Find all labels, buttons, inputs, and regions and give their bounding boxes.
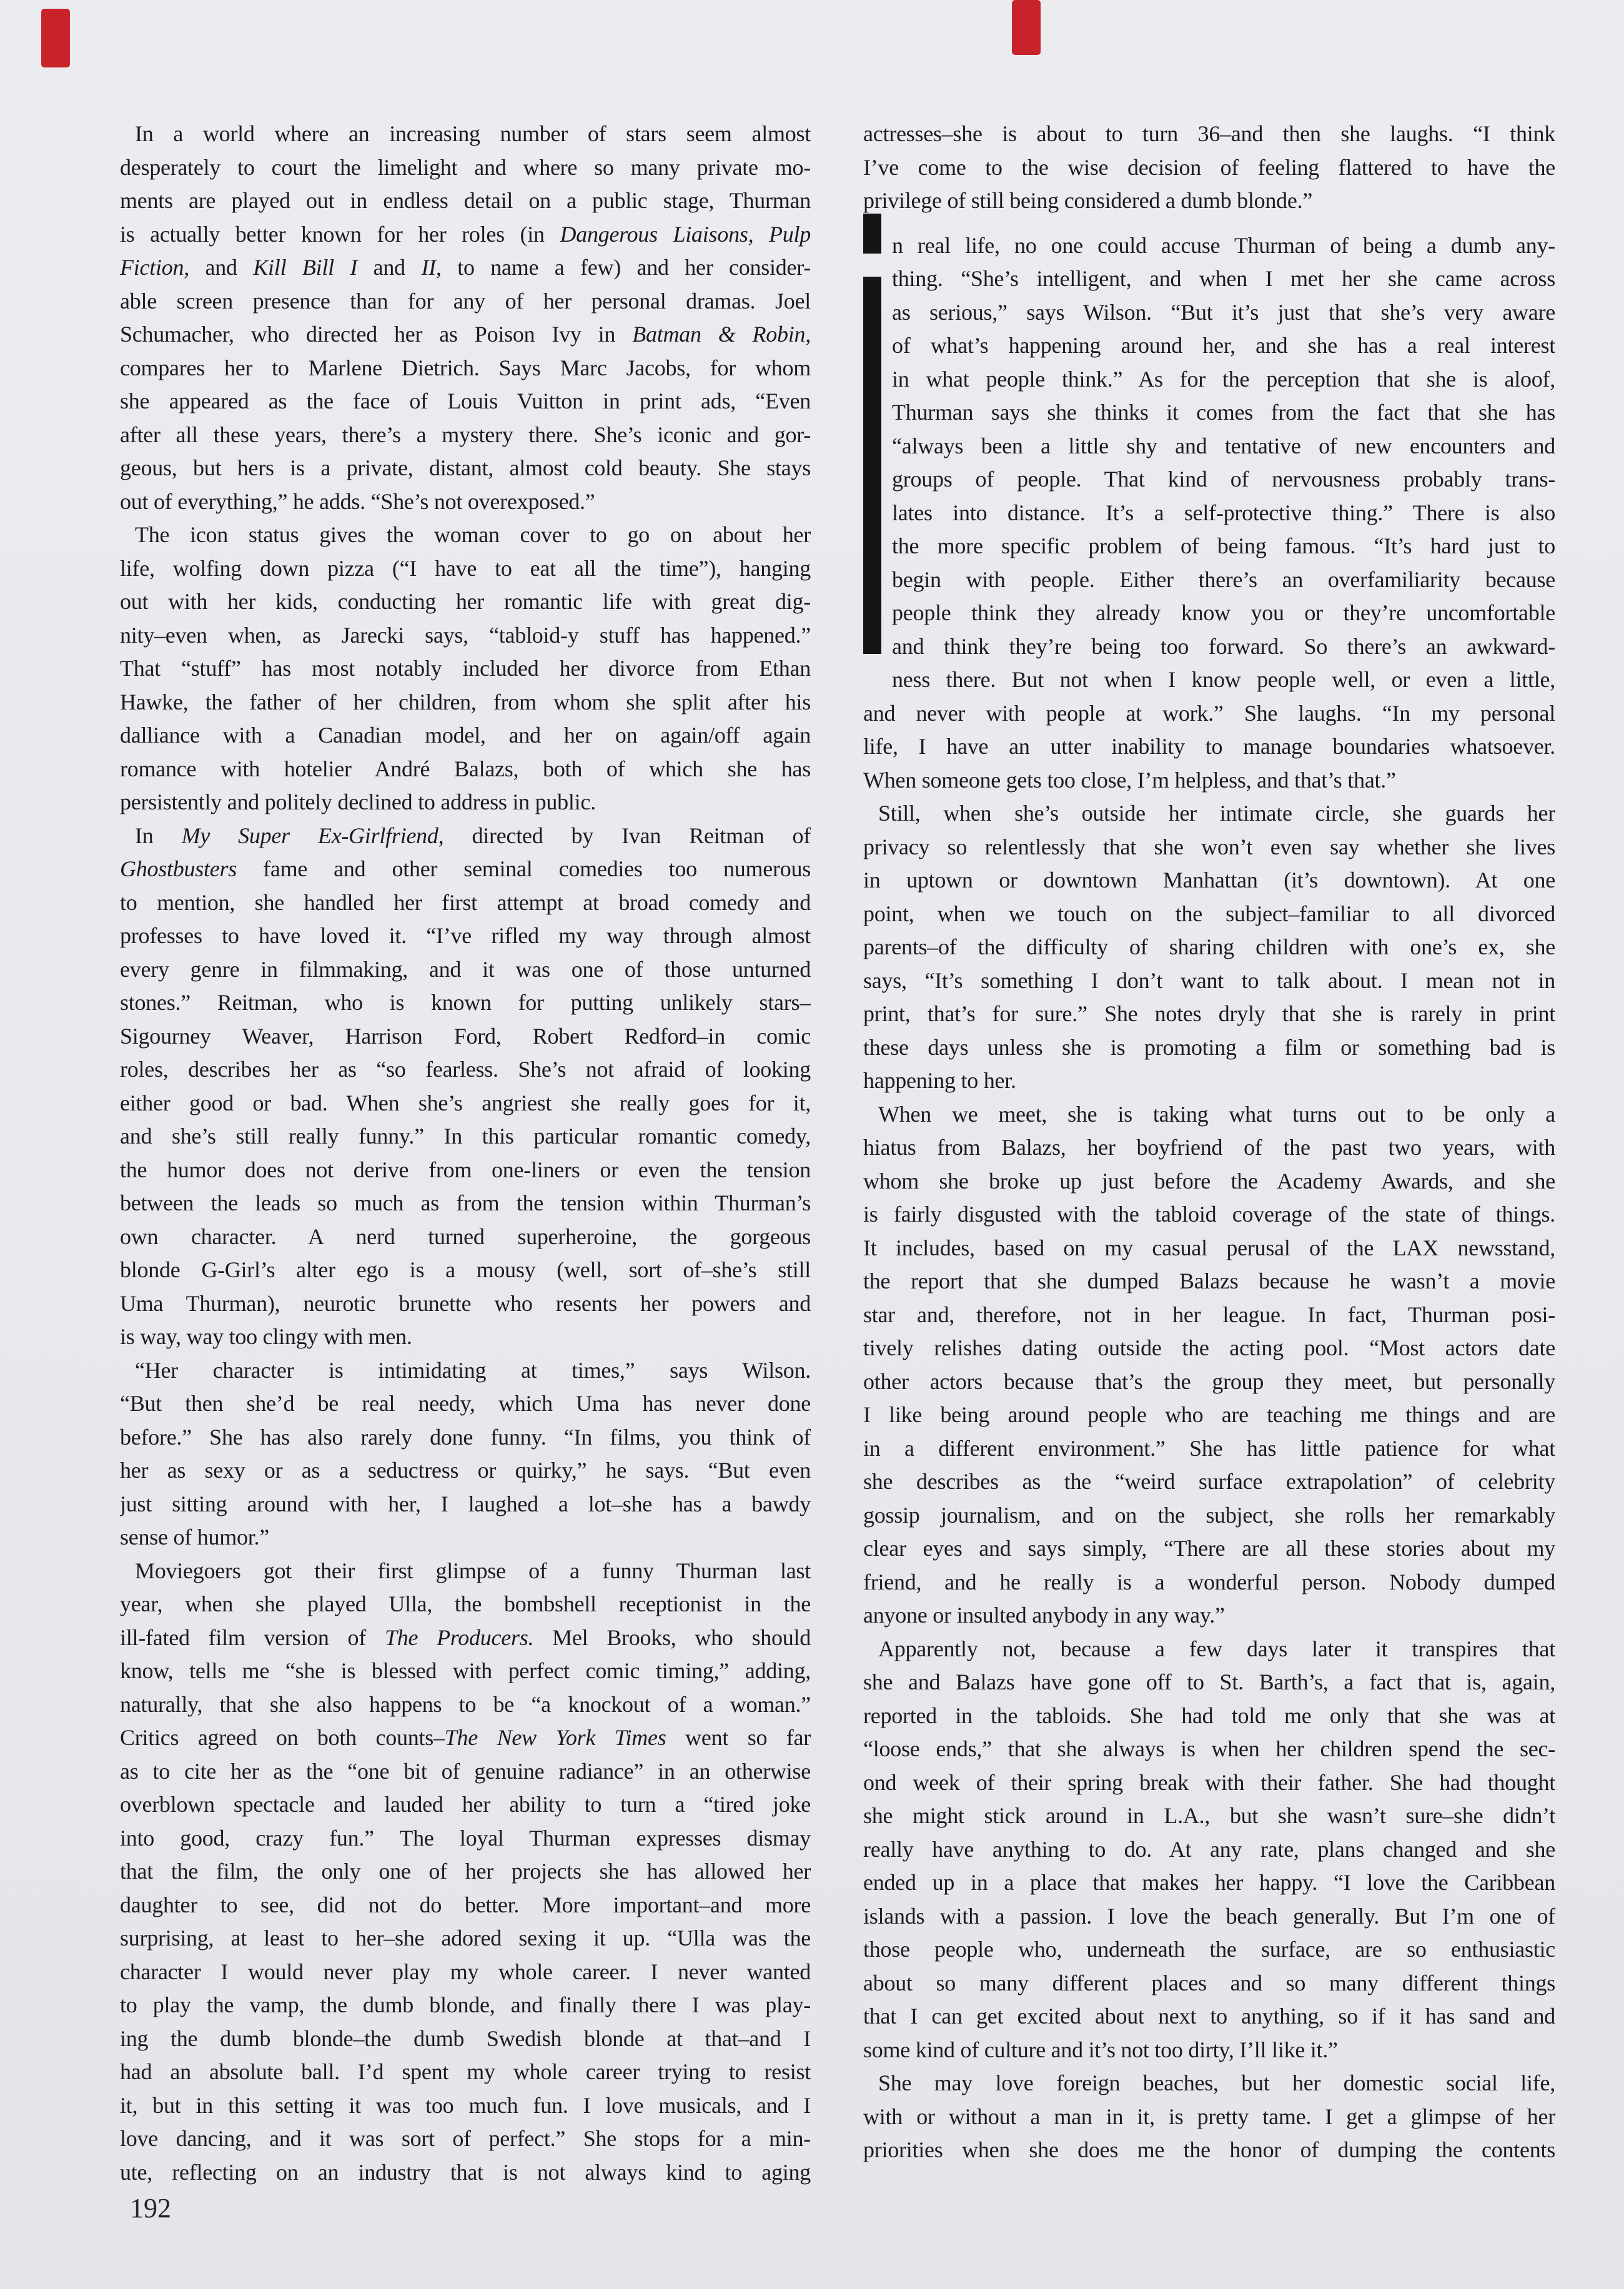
text-line: romance with hotelier André Balazs, both of which she has bbox=[120, 756, 811, 781]
text-line: I like being around people who are teaching me things and are bbox=[863, 1402, 1555, 1427]
text-line: It includes, based on my casual perusal of the LAX newsstand, bbox=[863, 1235, 1555, 1260]
text-line: Thurman says she thinks it comes from the fact that she has bbox=[892, 400, 1555, 425]
text-line: privacy so relentlessly that she won’t even say whether she lives bbox=[863, 834, 1555, 859]
text-line: Schumacher, who directed her as Poison Ivy in Batman & Robin, bbox=[120, 322, 811, 347]
article-column-left bbox=[120, 117, 811, 2189]
text-line: in uptown or downtown Manhattan (it’s downtown). At one bbox=[863, 868, 1555, 892]
text-line: Moviegoers got their first glimpse of a funny Thurman last bbox=[135, 1558, 811, 1583]
text-line: she describes as the “weird surface extrapolation” of celebrity bbox=[863, 1469, 1555, 1494]
text-line: some kind of culture and it’s not too dirty, I’ll like it.” bbox=[863, 2037, 1338, 2062]
text-line: really have anything to do. At any rate, plans changed and she bbox=[863, 1836, 1555, 1862]
paragraph bbox=[120, 117, 811, 518]
text-line: reported in the tabloids. She had told me only that she was at bbox=[863, 1703, 1555, 1728]
text-line: nity–even when, as Jarecki says, “tabloid-y stuff has happened.” bbox=[120, 622, 811, 648]
text-line: naturally, that she also happens to be “a knockout of a woman.” bbox=[120, 1691, 811, 1717]
text-line: as to cite her as the “one bit of genuine radiance” in an otherwise bbox=[120, 1758, 811, 1784]
text-line: parents–of the difficulty of sharing children with one’s ex, she bbox=[863, 934, 1555, 959]
text-line: either good or bad. When she’s angriest she really goes for it, bbox=[120, 1090, 811, 1115]
text-line: “But then she’d be real needy, which Uma has never done bbox=[120, 1391, 811, 1416]
text-line: thing. “She’s intelligent, and when I met her she came across bbox=[892, 266, 1555, 291]
text-line: life, wolfing down pizza (“I have to eat all the time”), hanging bbox=[120, 555, 811, 581]
paragraph bbox=[120, 1555, 811, 2190]
text-line: geous, but hers is a private, distant, almost cold beauty. She stays bbox=[120, 455, 811, 480]
paragraph bbox=[863, 1098, 1555, 1633]
text-line: as serious,” says Wilson. “But it’s just that she’s very aware bbox=[892, 299, 1555, 325]
text-line: it, but in this setting it was too much fun. I love musicals, and I bbox=[120, 2092, 811, 2118]
text-line: out with her kids, conducting her romantic life with great dig- bbox=[120, 589, 811, 614]
text-line: out of everything,” he adds. “She’s not overexposed.” bbox=[120, 488, 595, 514]
text-line: When someone gets too close, I’m helpless, and that’s that.” bbox=[863, 767, 1396, 793]
paragraph bbox=[863, 797, 1555, 1098]
text-line: privilege of still being considered a dumb blonde.” bbox=[863, 188, 1313, 213]
text-line: ended up in a place that makes her happy. “I love the Caribbean bbox=[863, 1870, 1555, 1895]
text-line: The icon status gives the woman cover to go on about her bbox=[135, 522, 811, 547]
text-line: Apparently not, because a few days later it transpires that bbox=[878, 1636, 1555, 1661]
text-line: sense of humor.” bbox=[120, 1525, 269, 1550]
text-line: about so many different places and so many different things bbox=[863, 1970, 1555, 1995]
text-line: ments are played out in endless detail on a public stage, Thurman bbox=[120, 188, 811, 213]
text-line: able screen presence than for any of her personal dramas. Joel bbox=[120, 288, 811, 314]
text-line: and never with people at work.” She laughs. “In my personal bbox=[863, 700, 1555, 726]
text-line: and think they’re being too forward. So there’s an awkward- bbox=[892, 633, 1555, 659]
paragraph bbox=[863, 117, 1555, 218]
text-line: these days unless she is promoting a film or something bad is bbox=[863, 1034, 1555, 1060]
paragraph bbox=[120, 819, 811, 1354]
text-line: with or without a man in it, is pretty tame. I get a glimpse of her bbox=[863, 2104, 1555, 2129]
text-line: people think they already know you or they’re uncomfortable bbox=[892, 600, 1555, 625]
text-line: friend, and he really is a wonderful person. Nobody dumped bbox=[863, 1569, 1555, 1594]
text-line: the humor does not derive from one-liners or even the tension bbox=[120, 1157, 811, 1182]
text-line: point, when we touch on the subject–familiar to all divorced bbox=[863, 901, 1555, 926]
paragraph bbox=[863, 2067, 1555, 2167]
text-line: daughter to see, did not do better. More important–and more bbox=[120, 1892, 811, 1917]
article-column-right bbox=[863, 117, 1555, 2167]
text-line: persistently and politely declined to address in public. bbox=[120, 789, 596, 814]
red-registration-mark-left bbox=[41, 9, 70, 67]
text-line: blonde G-Girl’s alter ego is a mousy (well, sort of–she’s still bbox=[120, 1257, 811, 1282]
text-line: that the film, the only one of her projects she has allowed her bbox=[120, 1859, 811, 1884]
text-line: groups of people. That kind of nervousness probably trans- bbox=[892, 467, 1555, 492]
text-line: dalliance with a Canadian model, and her on again/off again bbox=[120, 723, 811, 748]
text-line: is fairly disgusted with the tabloid coverage of the state of things. bbox=[863, 1202, 1555, 1227]
text-line: compares her to Marlene Dietrich. Says Marc Jacobs, for whom bbox=[120, 355, 811, 380]
text-line: hiatus from Balazs, her boyfriend of the past two years, with bbox=[863, 1135, 1555, 1160]
text-line: star and, therefore, not in her league. In fact, Thurman posi- bbox=[863, 1302, 1555, 1327]
text-line: says, “It’s something I don’t want to talk about. I mean not in bbox=[863, 967, 1555, 993]
red-registration-mark-right bbox=[1012, 0, 1041, 55]
text-line: to mention, she handled her first attempt at broad comedy and bbox=[120, 889, 811, 915]
text-line: to play the vamp, the dumb blonde, and finally there I was play- bbox=[120, 1992, 811, 2017]
text-line: in a different environment.” She has little patience for what bbox=[863, 1435, 1555, 1461]
text-line: in what people think.” As for the perception that she is aloof, bbox=[892, 366, 1555, 392]
text-line: she appeared as the face of Louis Vuitton in print ads, “Even bbox=[120, 388, 811, 413]
text-line: the report that she dumped Balazs because he wasn’t a movie bbox=[863, 1268, 1555, 1293]
text-line: Uma Thurman), neurotic brunette who resents her powers and bbox=[120, 1290, 811, 1316]
text-line: surprising, at least to her–she adored sexing it up. “Ulla was the bbox=[120, 1926, 811, 1950]
text-line: her as sexy or as a seductress or quirky,” he says. “But even bbox=[120, 1458, 811, 1483]
text-line: is way, way too clingy with men. bbox=[120, 1324, 412, 1349]
text-line: ill-fated film version of The Producers. Mel Brooks, who should bbox=[120, 1624, 811, 1650]
text-line: Still, when she’s outside her intimate circle, she guards her bbox=[878, 801, 1555, 826]
text-line: love dancing, and it was sort of perfect.” She stops for a min- bbox=[120, 2126, 811, 2151]
paragraph bbox=[863, 229, 1555, 798]
text-line: happening to her. bbox=[863, 1068, 1016, 1093]
text-line: That “stuff” has most notably included her divorce from Ethan bbox=[120, 656, 811, 681]
text-line: “Her character is intimidating at times,” says Wilson. bbox=[135, 1357, 811, 1383]
text-line: own character. A nerd turned superheroine, the gorgeous bbox=[120, 1224, 811, 1249]
text-line: had an absolute ball. I’d spent my whole career trying to resist bbox=[120, 2059, 811, 2084]
text-line: Fiction, and Kill Bill I and II, to name a few) and her consider- bbox=[120, 255, 811, 280]
text-line: those people who, underneath the surface, are so enthusiastic bbox=[863, 1937, 1555, 1962]
paragraph bbox=[120, 1354, 811, 1555]
text-line: print, that’s for sure.” She notes dryly that she is rarely in print bbox=[863, 1001, 1555, 1026]
text-line: I’ve come to the wise decision of feeling flattered to have the bbox=[863, 154, 1555, 180]
text-line: She may love foreign beaches, but her domestic social life, bbox=[878, 2070, 1555, 2095]
text-line: gossip journalism, and on the subject, she rolls her remarkably bbox=[863, 1502, 1555, 1528]
page-number: 192 bbox=[130, 2193, 171, 2223]
paragraph bbox=[863, 1633, 1555, 2067]
text-line: the more specific problem of being famous. “It’s hard just to bbox=[892, 533, 1555, 558]
text-line: When we meet, she is taking what turns out to be only a bbox=[878, 1101, 1555, 1127]
text-line: lates into distance. It’s a self-protective thing.” There is also bbox=[892, 500, 1555, 525]
text-line: professes to have loved it. “I’ve rifled my way through almost bbox=[120, 923, 811, 948]
text-line: ond week of their spring break with their father. She had thought bbox=[863, 1769, 1555, 1795]
text-line: begin with people. Either there’s an overfamiliarity because bbox=[892, 566, 1555, 592]
text-line: whom she broke up just before the Academy Awards, and she bbox=[863, 1168, 1555, 1194]
text-line: that I can get excited about next to anything, so if it has sand and bbox=[863, 2004, 1555, 2029]
text-line: “always been a little shy and tentative of new encounters and bbox=[892, 433, 1555, 458]
text-line: character I would never play my whole career. I never wanted bbox=[120, 1959, 811, 1984]
paragraph bbox=[120, 518, 811, 819]
text-line: n real life, no one could accuse Thurman of being a dumb any- bbox=[892, 232, 1555, 258]
text-line: stones.” Reitman, who is known for putting unlikely stars– bbox=[120, 990, 811, 1015]
text-line: roles, describes her as “so fearless. She’s not afraid of looking bbox=[120, 1057, 811, 1082]
text-line: overblown spectacle and lauded her ability to turn a “tired joke bbox=[120, 1792, 811, 1817]
text-line: ute, reflecting on an industry that is not always kind to aging bbox=[120, 2159, 811, 2185]
text-line: she might stick around in L.A., but she wasn’t sure–she didn’t bbox=[863, 1803, 1555, 1828]
text-line: actresses–she is about to turn 36–and then she laughs. “I think bbox=[863, 121, 1555, 146]
text-line: other actors because that’s the group they meet, but personally bbox=[863, 1368, 1555, 1394]
text-line: islands with a passion. I love the beach generally. But I’m one of bbox=[863, 1903, 1555, 1929]
text-line: anyone or insulted anybody in any way.” bbox=[863, 1603, 1225, 1628]
text-line: priorities when she does me the honor of dumping the contents bbox=[863, 2137, 1555, 2162]
text-line: life, I have an utter inability to manage boundaries whatsoever. bbox=[863, 734, 1555, 759]
text-line: into good, crazy fun.” The loyal Thurman expresses dismay bbox=[120, 1825, 811, 1851]
text-line: after all these years, there’s a mystery there. She’s iconic and gor- bbox=[120, 422, 811, 447]
text-line: know, tells me “she is blessed with perfect comic timing,” adding, bbox=[120, 1658, 811, 1683]
text-line: “loose ends,” that she always is when her children spend the sec- bbox=[863, 1736, 1555, 1761]
text-line: Hawke, the father of her children, from whom she split after his bbox=[120, 689, 811, 714]
text-line: before.” She has also rarely done funny. “In films, you think of bbox=[120, 1424, 811, 1450]
text-line: desperately to court the limelight and where so many private mo- bbox=[120, 154, 811, 180]
text-line: ing the dumb blonde–the dumb Swedish blonde at that–and I bbox=[120, 2025, 811, 2051]
text-line: of what’s happening around her, and she has a real interest bbox=[892, 333, 1555, 358]
text-line: and she’s still really funny.” In this particular romantic comedy, bbox=[120, 1124, 811, 1149]
text-line: In My Super Ex-Girlfriend, directed by Ivan Reitman of bbox=[135, 823, 811, 848]
text-line: she and Balazs have gone off to St. Barth’s, a fact that is, again, bbox=[863, 1669, 1555, 1694]
text-line: Sigourney Weaver, Harrison Ford, Robert Redford–in comic bbox=[120, 1023, 811, 1049]
text-line: year, when she played Ulla, the bombshell receptionist in the bbox=[120, 1591, 811, 1616]
text-line: is actually better known for her roles (in Dangerous Liaisons, Pulp bbox=[120, 221, 811, 247]
text-line: Ghostbusters fame and other seminal comedies too numerous bbox=[120, 856, 811, 881]
drop-cap-i-icon bbox=[863, 214, 881, 654]
text-line: between the leads so much as from the tension within Thurman’s bbox=[120, 1190, 811, 1215]
text-line: clear eyes and says simply, “There are all these stories about my bbox=[863, 1536, 1555, 1561]
text-line: every genre in filmmaking, and it was one of those unturned bbox=[120, 956, 811, 982]
text-line: In a world where an increasing number of stars seem almost bbox=[135, 121, 811, 146]
text-line: ness there. But not when I know people well, or even a little, bbox=[892, 667, 1555, 692]
text-line: Critics agreed on both counts–The New York Times went so far bbox=[120, 1725, 811, 1750]
text-line: just sitting around with her, I laughed a lot–she has a bawdy bbox=[120, 1491, 811, 1516]
text-line: tively relishes dating outside the acting pool. “Most actors date bbox=[863, 1335, 1555, 1360]
